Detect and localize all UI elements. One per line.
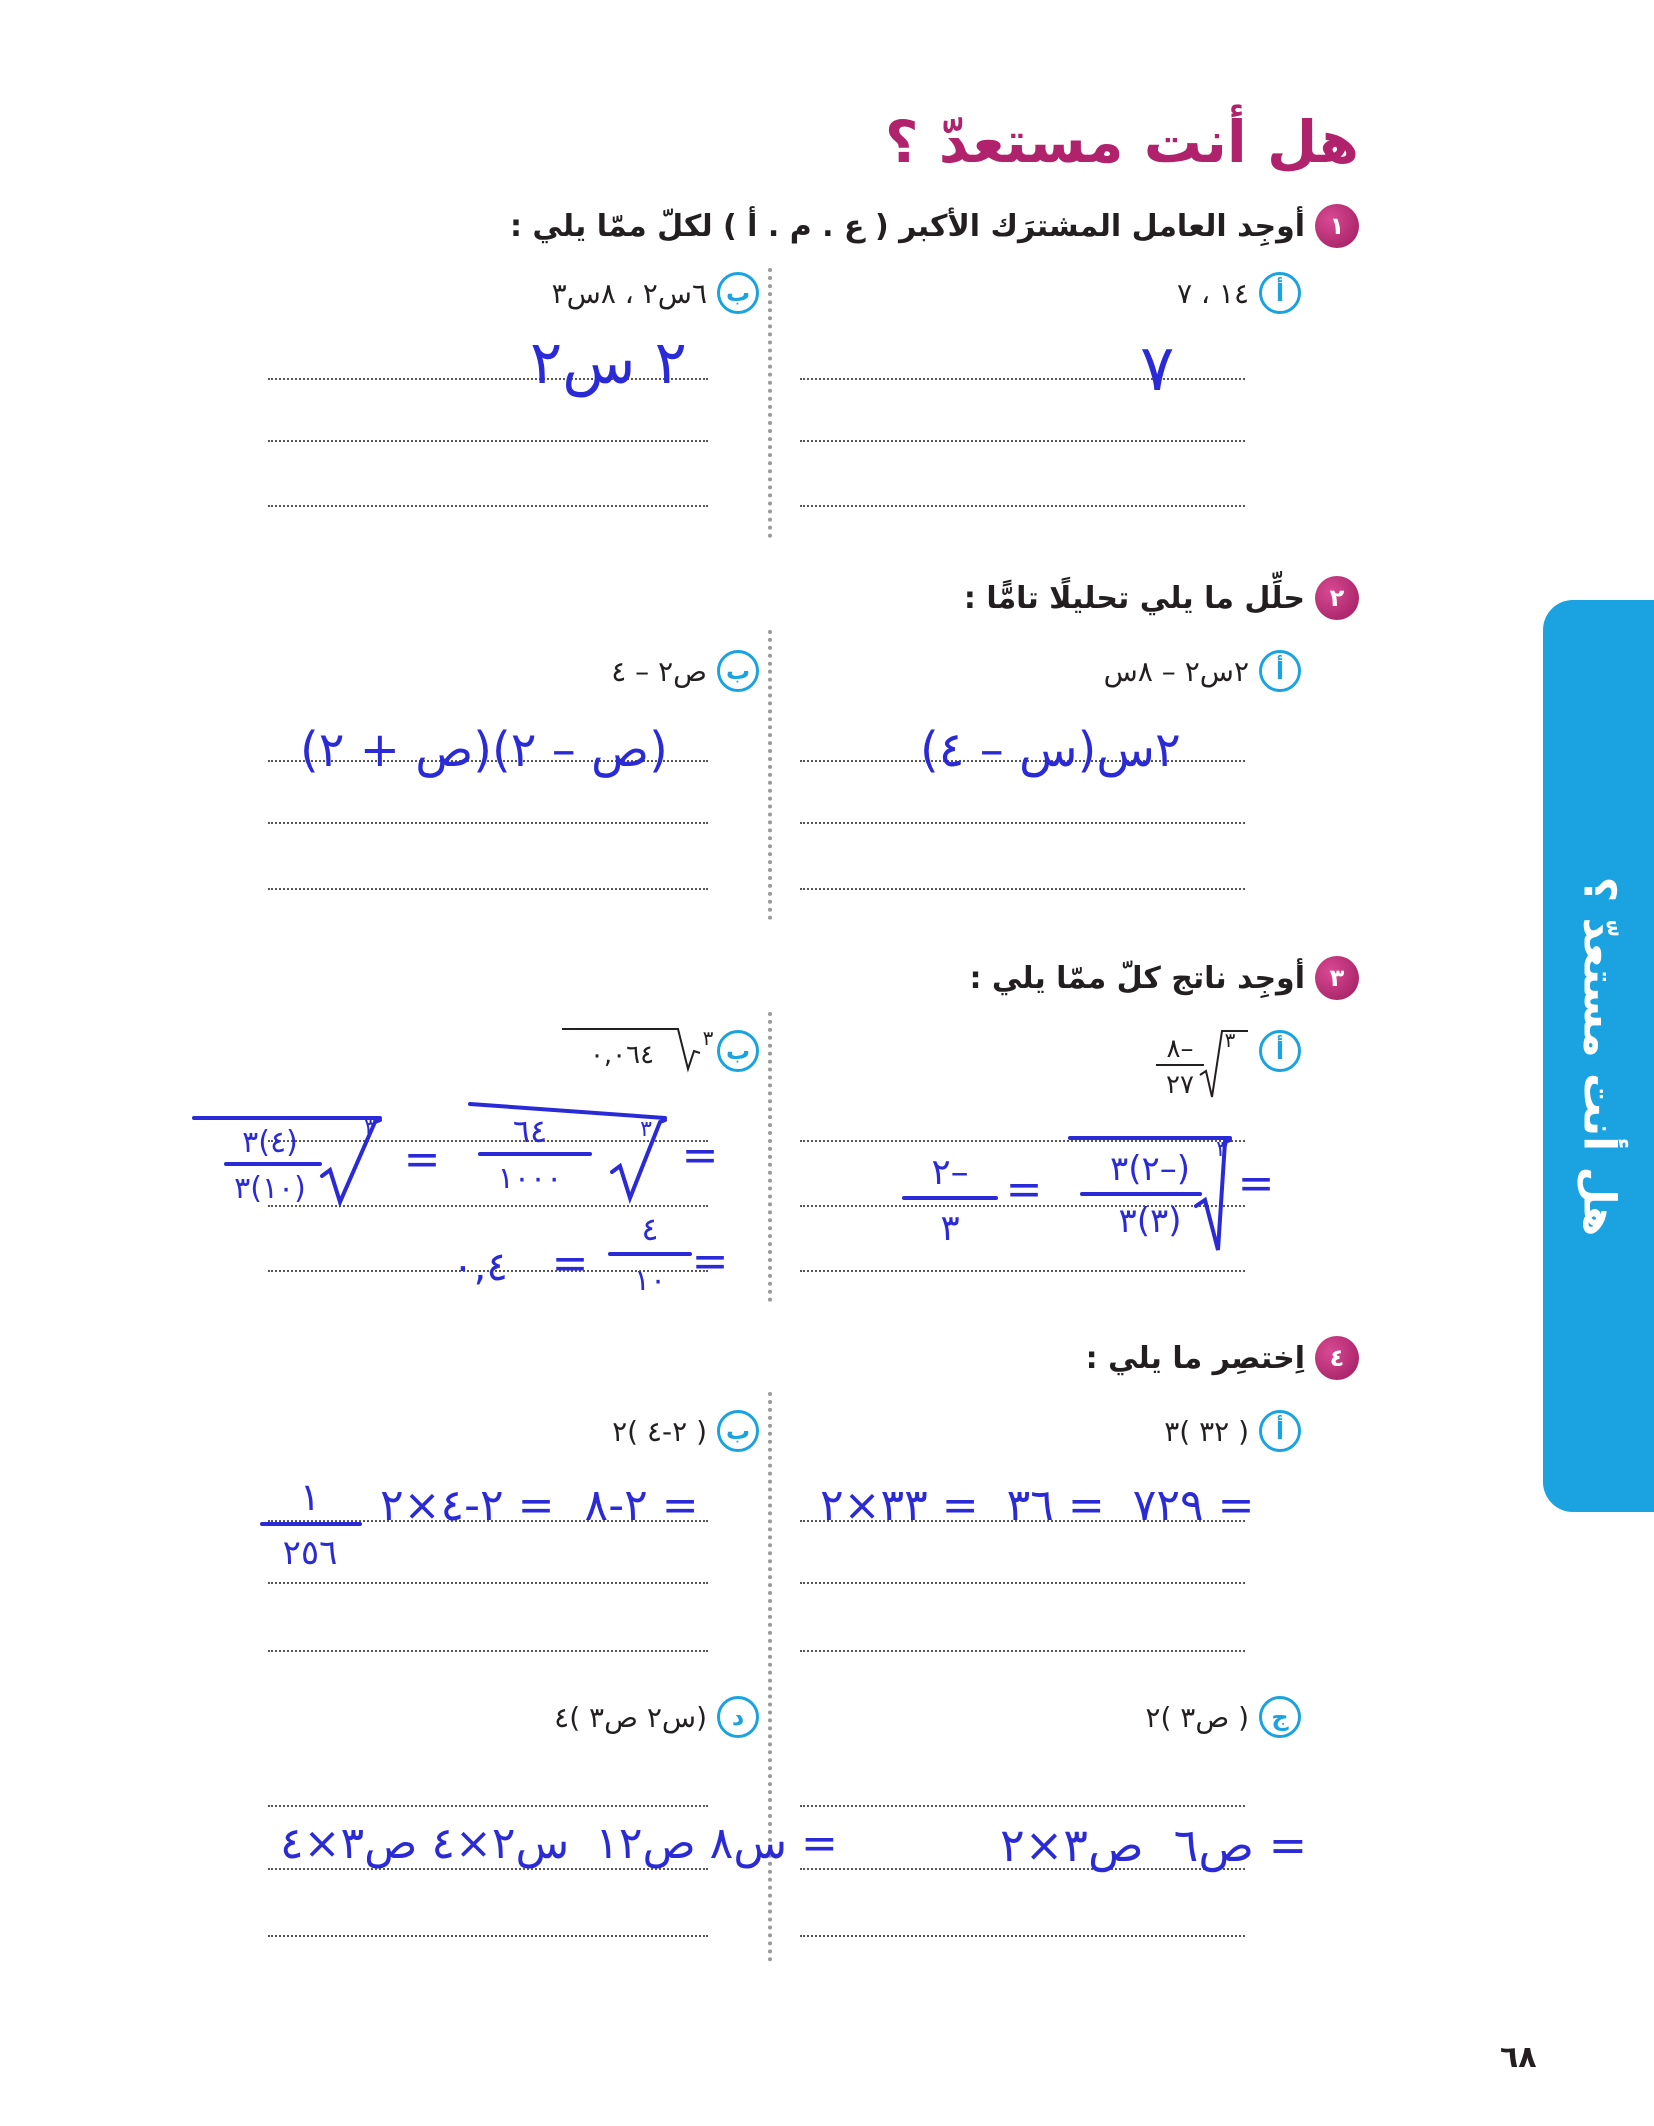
item-letter-badge: أ xyxy=(1259,650,1301,692)
handwritten-equals: = xyxy=(691,1236,729,1287)
question-4-header xyxy=(1086,1336,1359,1380)
answer-line xyxy=(800,1582,1245,1584)
item-letter-badge: ج xyxy=(1259,1696,1301,1738)
handwritten-numerator: ١ xyxy=(299,1475,321,1519)
handwritten-result-denominator: ٣ xyxy=(940,1208,960,1249)
answer-line xyxy=(800,822,1245,824)
item-letter-badge: ب xyxy=(717,650,759,692)
answer-line xyxy=(800,505,1245,507)
item-expression: (س٢ ص٣ )٤ xyxy=(554,1700,707,1734)
item-expression: ١٤ ، ٧ xyxy=(1177,276,1249,310)
question-text: أوجِد العامل المشترَك الأكبر ( ع . م . أ ) لكلّ ممّا يلي : xyxy=(509,208,1305,244)
item-3a-expression xyxy=(1138,1025,1248,1105)
handwritten-index: ٣ xyxy=(364,1115,376,1140)
handwritten-step: = ٣٣×٢ xyxy=(820,1480,979,1531)
question-1-header xyxy=(510,204,1359,248)
handwritten-denominator: (٣)٣ xyxy=(1118,1201,1182,1241)
side-tab-label: هل أنت مستعدّ ؟ xyxy=(1572,876,1624,1236)
item-expression: ٦س٢ ، ٨س٣ xyxy=(551,276,707,310)
handwritten-equals: = xyxy=(681,1130,719,1181)
handwritten-answer: ٢س(س – ٤) xyxy=(920,722,1181,778)
item-letter-badge: أ xyxy=(1259,1030,1301,1072)
answer-line xyxy=(268,505,708,507)
handwritten-answer-3a xyxy=(900,1120,1280,1270)
question-number-badge: ٣ xyxy=(1315,956,1359,1000)
item-letter-badge: أ xyxy=(1259,272,1301,314)
answer-line xyxy=(800,440,1245,442)
side-tab-label-wrapper xyxy=(1543,600,1654,1512)
item-letter-badge: أ xyxy=(1259,1410,1301,1452)
handwritten-answer-4b xyxy=(380,1480,699,1531)
column-divider xyxy=(768,1012,772,1302)
question-number-badge: ١ xyxy=(1315,204,1359,248)
answer-line xyxy=(800,1805,1245,1807)
answer-line xyxy=(800,888,1245,890)
handwritten-answer-4c xyxy=(1000,1818,1307,1872)
handwritten-fraction-4b xyxy=(256,1468,366,1578)
answer-line xyxy=(268,1582,708,1584)
answer-line xyxy=(800,1650,1245,1652)
item-letter-badge: ب xyxy=(717,272,759,314)
handwritten-index: ٣ xyxy=(1216,1137,1228,1162)
handwritten-equals: = xyxy=(1005,1164,1043,1215)
item-expression: ( ص٣ )٢ xyxy=(1145,1700,1249,1734)
item-2b xyxy=(611,650,759,692)
answer-line xyxy=(268,1805,708,1807)
handwritten-answer-4d xyxy=(280,1818,838,1869)
question-number-badge: ٢ xyxy=(1315,576,1359,620)
handwritten-step: = ٧٢٩ xyxy=(1132,1480,1255,1531)
radical-index: ٣ xyxy=(1224,1028,1236,1052)
item-3b-expression xyxy=(560,1025,720,1075)
item-letter-badge: ب xyxy=(717,1030,759,1072)
item-expression: ( ٣٢ )٣ xyxy=(1164,1414,1249,1448)
item-letter-badge: د xyxy=(717,1696,759,1738)
handwritten-answer: ٧ xyxy=(1140,332,1175,406)
answer-line xyxy=(800,1935,1245,1937)
item-letter-badge: ب xyxy=(717,1410,759,1452)
item-3b xyxy=(717,1030,759,1072)
item-1a xyxy=(1177,272,1301,314)
page-number: ٦٨ xyxy=(1500,2040,1537,2075)
answer-line xyxy=(268,1650,708,1652)
item-4c xyxy=(1145,1696,1301,1738)
radical-index: ٣ xyxy=(702,1026,714,1050)
handwritten-answer: ٢ س٢ xyxy=(530,328,687,398)
answer-line xyxy=(268,1935,708,1937)
handwritten-step: س٢×٤ ص٣×٤ xyxy=(280,1818,570,1869)
item-expression: ٢س٢ – ٨س xyxy=(1103,654,1249,688)
column-divider xyxy=(768,1392,772,1962)
handwritten-numerator: (–٢)٣ xyxy=(1109,1149,1191,1189)
handwritten-numerator: ٦٤ xyxy=(512,1112,548,1150)
answer-line xyxy=(800,378,1245,380)
handwritten-numerator: ٤ xyxy=(641,1210,659,1248)
handwritten-denominator: ٢٥٦ xyxy=(282,1533,338,1573)
handwritten-answer-3b xyxy=(190,1090,730,1310)
answer-line xyxy=(268,822,708,824)
page-title: هل أنت مستعدّ ؟ xyxy=(884,108,1359,176)
handwritten-step: = ٣٦ xyxy=(1006,1480,1105,1531)
handwritten-step: ص٣×٢ xyxy=(1000,1818,1144,1872)
item-expression: ( ٢-٤ )٢ xyxy=(612,1414,707,1448)
handwritten-equals: = xyxy=(551,1238,589,1289)
handwritten-result-numerator: –٢ xyxy=(931,1152,969,1193)
question-number-badge: ٤ xyxy=(1315,1336,1359,1380)
question-2-header xyxy=(964,576,1359,620)
handwritten-step: = ٢-٤×٢ xyxy=(380,1480,555,1531)
answer-line xyxy=(800,1270,1245,1272)
handwritten-step: = س٨ ص١٢ xyxy=(595,1818,838,1869)
handwritten-index: ٣ xyxy=(640,1117,652,1142)
question-3-header xyxy=(969,956,1359,1000)
handwritten-step: = ص٦ xyxy=(1173,1818,1308,1872)
item-expression: ص٢ – ٤ xyxy=(611,654,707,688)
item-4a xyxy=(1164,1410,1301,1452)
handwritten-step: = ٢-٨ xyxy=(584,1480,699,1531)
column-divider xyxy=(768,268,772,538)
handwritten-numerator: (٤)٣ xyxy=(242,1125,298,1160)
item-1b xyxy=(552,272,759,314)
handwritten-equals: = xyxy=(1237,1158,1275,1209)
item-4b xyxy=(612,1410,759,1452)
answer-line xyxy=(268,440,708,442)
question-text: اِختصِر ما يلي : xyxy=(1085,1340,1305,1376)
answer-line xyxy=(268,888,708,890)
handwritten-equals: = xyxy=(403,1134,441,1185)
handwritten-answer-4a xyxy=(820,1480,1255,1531)
radicand: ٠,٠٦٤ xyxy=(589,1040,655,1070)
item-2a xyxy=(1104,650,1301,692)
item-3a xyxy=(1259,1030,1301,1072)
fraction-denominator: ٢٧ xyxy=(1166,1070,1194,1100)
handwritten-denominator: ١٠ xyxy=(633,1263,667,1298)
item-4d xyxy=(554,1696,759,1738)
question-text: أوجِد ناتج كلّ ممّا يلي : xyxy=(969,960,1305,996)
handwritten-denominator: (١٠)٣ xyxy=(234,1171,306,1206)
handwritten-denominator: ١٠٠٠ xyxy=(497,1161,563,1196)
fraction-numerator: –٨ xyxy=(1166,1034,1194,1064)
handwritten-result: ٠,٤ xyxy=(452,1244,508,1290)
handwritten-answer: (ص – ٢)(ص + ٢) xyxy=(300,722,668,778)
column-divider xyxy=(768,630,772,920)
question-text: حلِّل ما يلي تحليلًا تامًّا : xyxy=(963,580,1305,616)
